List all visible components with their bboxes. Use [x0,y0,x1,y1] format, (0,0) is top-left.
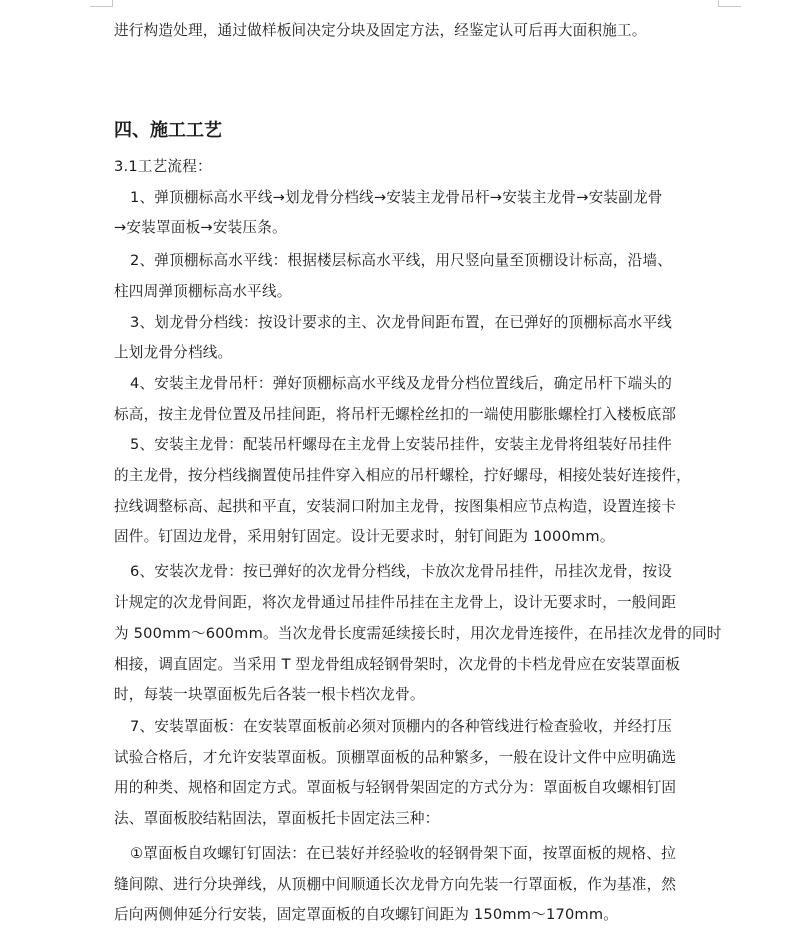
paragraph-line: 上划龙骨分档线。 [114,344,233,361]
paragraph-line: 标高，按主龙骨位置及吊挂间距，将吊杆无螺栓丝扣的一端使用膨胀螺栓打入楼板底部 [114,406,677,423]
subsection-title: 3.1工艺流程： [114,158,212,175]
paragraph-line: 6、安装次龙骨：按已弹好的次龙骨分档线，卡放次龙骨吊挂件，吊挂次龙骨，按设 [130,563,673,580]
paragraph-line: ①罩面板自攻螺钉钉固法：在已装好并经验收的轻钢骨架下面，按罩面板的规格、拉 [130,845,676,862]
paragraph-line: 柱四周弹顶棚标高水平线。 [114,283,292,300]
paragraph-line: 后向两侧伸延分行安装，固定罩面板的自攻螺钉间距为 150mm～170mm。 [114,906,619,923]
paragraph-line: 计规定的次龙骨间距，将次龙骨通过吊挂件吊挂在主龙骨上，设计无要求时，一般间距 [114,594,677,611]
paragraph-line: 相接，调直固定。当采用 T 型龙骨组成轻钢骨架时，次龙骨的卡档龙骨应在安装罩面板 [114,656,681,673]
paragraph-line: 2、弹顶棚标高水平线：根据楼层标高水平线，用尺竖向量至顶棚设计标高，沿墙、 [130,252,673,269]
section-heading: 四、施工工艺 [114,120,222,141]
paragraph-line: 用的种类、规格和固定方式。罩面板与轻钢骨架固定的方式分为：罩面板自攻螺相钉固 [114,779,677,796]
paragraph-line: 3、划龙骨分档线：按设计要求的主、次龙骨间距布置，在已弹好的顶棚标高水平线 [130,314,673,331]
paragraph-line: 进行构造处理，通过做样板间决定分块及固定方法，经鉴定认可后再大面积施工。 [114,22,647,39]
paragraph-line: 1、弹顶棚标高水平线→划龙骨分档线→安装主龙骨吊杆→安装主龙骨→安装副龙骨 [130,189,663,206]
paragraph-line: 法、罩面板胶结粘固法，罩面板托卡固定法三种： [114,810,440,827]
paragraph-line: 时，每装一块罩面板先后各装一根卡档次龙骨。 [114,686,425,703]
page-corner-mark-right [718,0,741,7]
paragraph-line: 5、安装主龙骨：配装吊杆螺母在主龙骨上安装吊挂件，安装主龙骨将组装好吊挂件 [130,436,673,453]
paragraph-line: →安装罩面板→安装压条。 [114,219,287,236]
page-corner-mark-left [90,0,113,7]
paragraph-line: 缝间隙、进行分块弹线，从顶棚中间顺通长次龙骨方向先装一行罩面板，作为基准，然 [114,876,677,893]
paragraph-line: 的主龙骨，按分档线搁置使吊挂件穿入相应的吊杆螺栓，拧好螺母，相接处装好连接件， [114,467,691,484]
paragraph-line: 试验合格后，才允许安装罩面板。顶棚罩面板的品种繁多，一般在设计文件中应明确选 [114,749,677,766]
paragraph-line: 拉线调整标高、起拱和平直，安装洞口附加主龙骨，按图集相应节点构造，设置连接卡 [114,498,677,515]
paragraph-line: 4、安装主龙骨吊杆：弹好顶棚标高水平线及龙骨分档位置线后，确定吊杆下端头的 [130,375,673,392]
paragraph-line: 7、安装罩面板：在安装罩面板前必须对顶棚内的各种管线进行检查验收，并经打压 [130,718,673,735]
paragraph-line: 固件。钉固边龙骨，采用射钉固定。设计无要求时，射钉间距为 1000mm。 [114,528,615,545]
paragraph-line: 为 500mm～600mm。当次龙骨长度需延续接长时，用次龙骨连接件，在吊挂次龙骨的同时 [114,625,722,642]
